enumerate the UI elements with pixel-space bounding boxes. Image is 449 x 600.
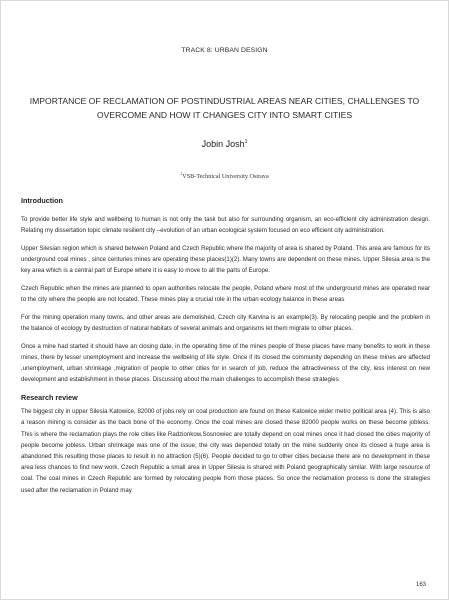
paper-title: IMPORTANCE OF RECLAMATION OF POSTINDUSTRIAL AREAS NEAR CITIES, CHALLENGES TO OVERCOME AND HOW IT CHANGES CITY INTO SMART CITIES bbox=[29, 96, 420, 120]
paragraph: For the mining operation many towns, and other areas are demolished, Czech city Karvina is an example(3). By relocating people and the problem in the balance of ecology by destruction of natural habitats of several animals and organisms let them migrate to other places. bbox=[21, 313, 430, 333]
section-heading-research-review: Research review bbox=[21, 393, 78, 403]
affiliation-text: VSB-Technical University Ostrava bbox=[182, 173, 269, 181]
track-label: TRACK 8: URBAN DESIGN bbox=[181, 47, 268, 54]
paragraph: The biggest city in upper Silesia Katowice, 82000 of jobs rely on coal production are found on these Katowice wider metro political area (4). This is also a reason mining is consider as the back bone of the economy. Once the coal mines are closed these 82000 people works on these become jobless. This is where the reclamation plays the role cities like Radzionkow,Sosnowiec are totally depend on coal mines once it had closed the cities majority of people become jobless. Urban shrinkage was one of the issue, the city was depended totally on the mine suddenly once its closed a huge area is abandoned this resulting those places to result in no attraction (5)(6). People decided to go to other cities because there are no development in these area less chances to find new work. Czech Republic a small area in Upper Silesia is shared with Poland geographically similar. With large resource of coal. The coal mines in Czech Republic are formed by relocating people from those places. So once the reclamation process is done the strategies used after the reclamation in Poland may bbox=[21, 408, 430, 494]
author-name: Jobin Josh bbox=[201, 139, 245, 149]
paper-body bbox=[21, 195, 430, 502]
paragraph: Upper Silesian region which is shared between Poland and Czech Republic where the majority of area is shared by Poland. This area are famous for its underground coal mines , since centuries mines are operating these places(1)(2). Many towns are dependent on these mines. Upper Silesia area is the key area which is a central part of Europe where it is easy to move to all the parts of Europe. bbox=[21, 244, 430, 275]
page-number: 163 bbox=[415, 582, 426, 588]
author-line bbox=[1, 139, 448, 149]
paragraph: Czech Republic when the mines are planned to open authorities relocate the people, Poland where most of the underground mines are operated near to the city where the people are not located. These mines play a crucial role in the urban ecology balance in these areas bbox=[21, 285, 430, 304]
affiliation-mark: 1 bbox=[180, 171, 183, 176]
section-heading-introduction: Introduction bbox=[21, 196, 63, 205]
affiliation bbox=[1, 171, 448, 180]
author-mark: 1 bbox=[244, 139, 248, 145]
paragraph: Once a mine had started it should have an closing date, in the operating time of the mines people of these places have many benefits to work in these mines, there by lesser unemployment and increase the wellbeing of life style. Once if its closed the community depending on these mines are affected ,unemployment, urban shrinkage ,migration of people to other cities for in search of job, reduce the attractiveness of the city, less interest on new development and establishment in these places. Discussing about the main challenges to accomplish these strategies bbox=[21, 342, 430, 384]
paragraph: To provide better life style and wellbeing to human is not only the task but also for surrounding organism, an eco-efficient city administration design. Relating my dissertation topic climate resilient city –evolution of an urban ecological system focused on eco efficient city administration. bbox=[21, 216, 430, 235]
